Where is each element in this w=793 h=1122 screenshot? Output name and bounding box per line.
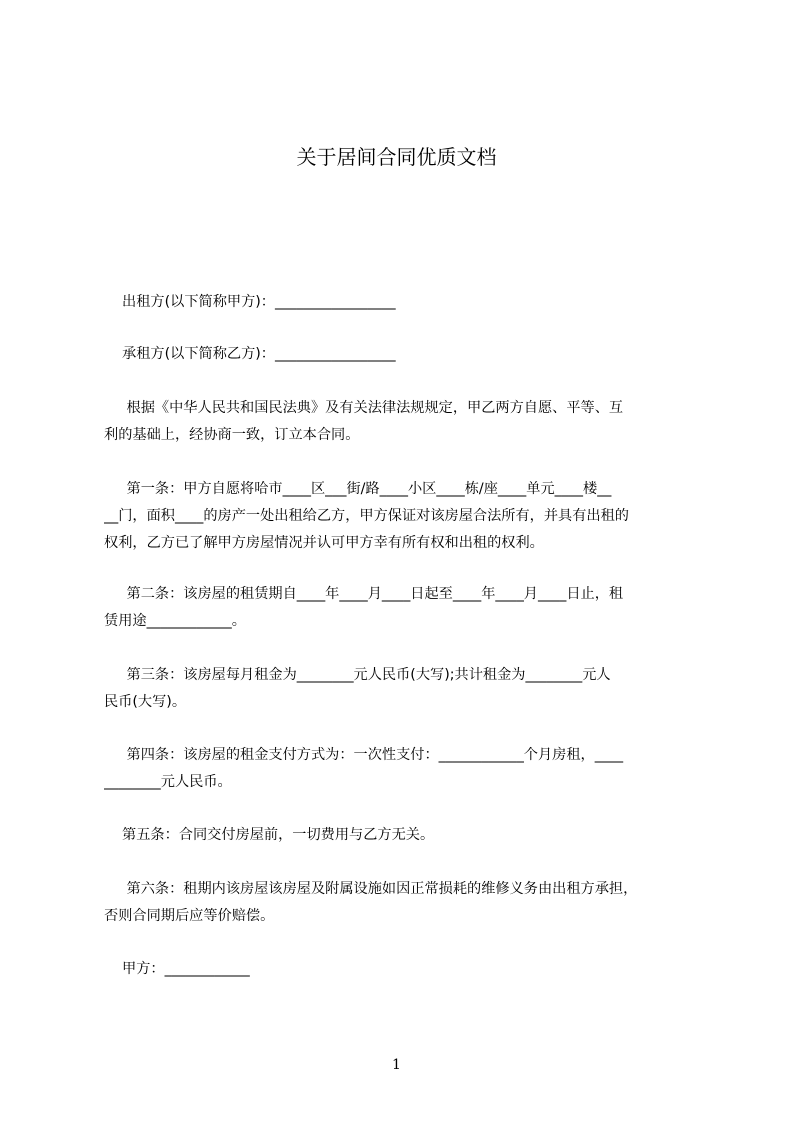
party-b-line: 承租方(以下简称乙方)：_________________ bbox=[104, 346, 396, 362]
signature-party-a: 甲方：____________ bbox=[104, 961, 250, 977]
preamble-line-1: 根据《中华人民共和国民法典》及有关法律法规规定，甲乙两方自愿、平等、互 bbox=[104, 400, 624, 416]
article-2-line-1: 第二条：该房屋的租赁期自____年____月____日起至____年____月____日止，租 bbox=[104, 586, 624, 602]
page-number: 1 bbox=[392, 1057, 401, 1073]
article-3-line-2: 民币(大写)。 bbox=[104, 694, 187, 710]
article-4-line-2: ________元人民币。 bbox=[104, 774, 232, 790]
article-4-line-1: 第四条：该房屋的租金支付方式为：一次性支付：____________个月房租，____ bbox=[104, 747, 624, 763]
article-5-line: 第五条：合同交付房屋前，一切费用与乙方无关。 bbox=[104, 827, 435, 843]
article-1-line-1: 第一条：甲方自愿将哈市____区___街/路____小区____栋/座____单元____楼__ bbox=[104, 481, 612, 497]
article-1-line-2: __门，面积____的房产一处出租给乙方，甲方保证对该房屋合法所有，并具有出租的 bbox=[104, 508, 629, 524]
party-a-line: 出租方(以下简称甲方)：_________________ bbox=[104, 294, 396, 310]
article-2-line-2: 赁用途____________。 bbox=[104, 613, 246, 629]
article-6-line-2: 否则合同期后应等价赔偿。 bbox=[104, 908, 275, 924]
preamble-line-2: 利的基础上，经协商一致，订立本合同。 bbox=[104, 427, 360, 443]
article-6-line-1: 第六条：租期内该房屋该房屋及附属设施如因正常损耗的维修义务由出租方承担， bbox=[104, 881, 638, 897]
article-3-line-1: 第三条：该房屋每月租金为________元人民币(大写);共计租金为________元人 bbox=[104, 667, 611, 683]
document-title: 关于居间合同优质文档 bbox=[296, 145, 497, 169]
article-1-line-3: 权利，乙方已了解甲方房屋情况并认可甲方幸有所有权和出租的权利。 bbox=[104, 535, 544, 551]
